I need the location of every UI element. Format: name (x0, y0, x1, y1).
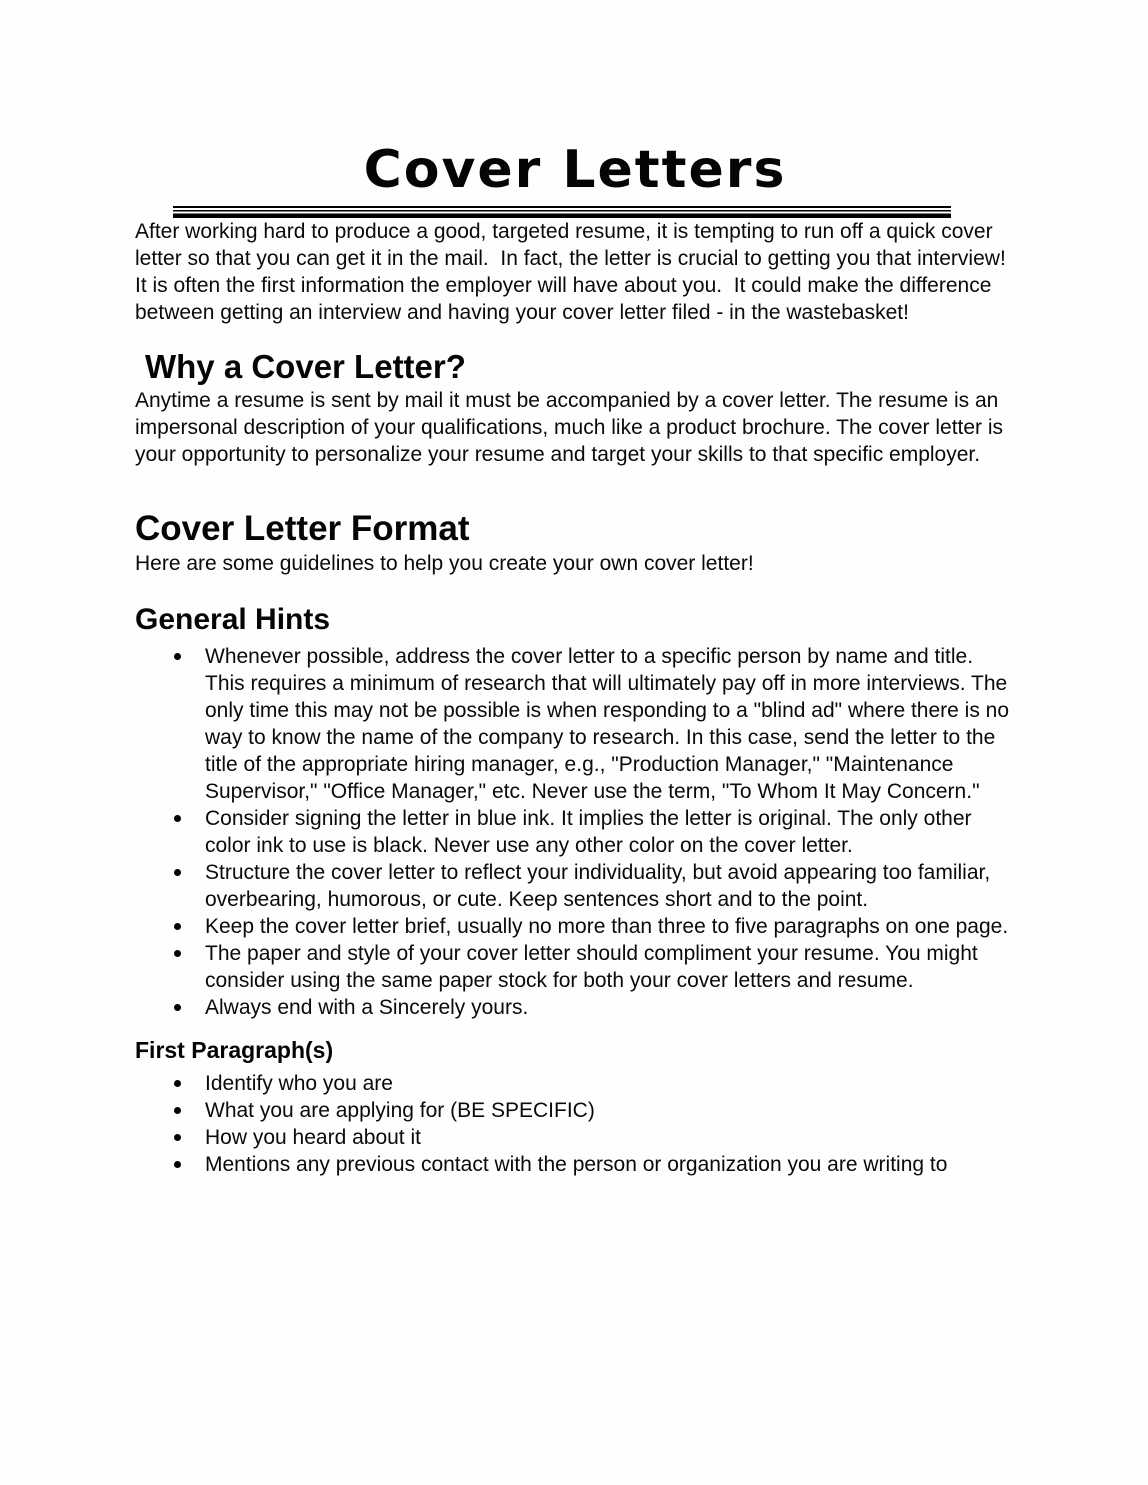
list-item: The paper and style of your cover letter should compliment your resume. You might consider using the same paper stock for both your cover letters and resume. (135, 940, 1015, 994)
list-item: How you heard about it (135, 1124, 1015, 1151)
general-hints-list (135, 643, 1015, 1021)
format-intro-paragraph: Here are some guidelines to help you create your own cover letter! (135, 552, 754, 575)
cover-letter-format-heading: Cover Letter Format (135, 509, 470, 548)
list-item: Always end with a Sincerely yours. (135, 994, 1015, 1021)
list-item: Whenever possible, address the cover letter to a specific person by name and title. This requires a minimum of research that will ultimately pay off in more interviews. The only time this may not be possible is when responding to a "blind ad" where there is no way to know the name of the company to research. In this case, send the letter to the title of the appropriate hiring manager, e.g., "Production Manager," "Maintenance Supervisor," "Office Manager," etc. Never use the term, "To Whom It May Concern." (135, 643, 1015, 805)
why-cover-letter-heading: Why a Cover Letter? (145, 348, 466, 385)
list-item: What you are applying for (BE SPECIFIC) (135, 1097, 1015, 1124)
list-item: Mentions any previous contact with the person or organization you are writing to (135, 1151, 1015, 1178)
list-item: Consider signing the letter in blue ink. It implies the letter is original. The only other color ink to use is black. Never use any other color on the cover letter. (135, 805, 1015, 859)
intro-paragraph: After working hard to produce a good, targeted resume, it is tempting to run off a quick cover letter so that you can get it in the mail. In fact, the letter is crucial to getting you that interview! It is often the first information the employer will have about you. It could make the difference between getting an interview and having your cover letter filed - in the wastebasket! (135, 220, 1018, 324)
first-paragraphs-heading: First Paragraph(s) (135, 1037, 334, 1063)
document-content (135, 0, 1018, 1178)
list-item: Structure the cover letter to reflect your individuality, but avoid appearing too familiar, overbearing, humorous, or cute. Keep sentences short and to the point. (135, 859, 1015, 913)
title-underline-rule (173, 206, 951, 218)
first-paragraphs-list (135, 1070, 1015, 1178)
list-item: Identify who you are (135, 1070, 1015, 1097)
list-item: Keep the cover letter brief, usually no more than three to five paragraphs on one page. (135, 913, 1015, 940)
why-cover-letter-paragraph: Anytime a resume is sent by mail it must be accompanied by a cover letter. The resume is an impersonal description of your qualifications, much like a product brochure. The cover letter is your opportunity to personalize your resume and target your skills to that specific employer. (135, 389, 1009, 466)
document-title: Cover Letters (363, 140, 787, 200)
general-hints-heading: General Hints (135, 603, 331, 636)
